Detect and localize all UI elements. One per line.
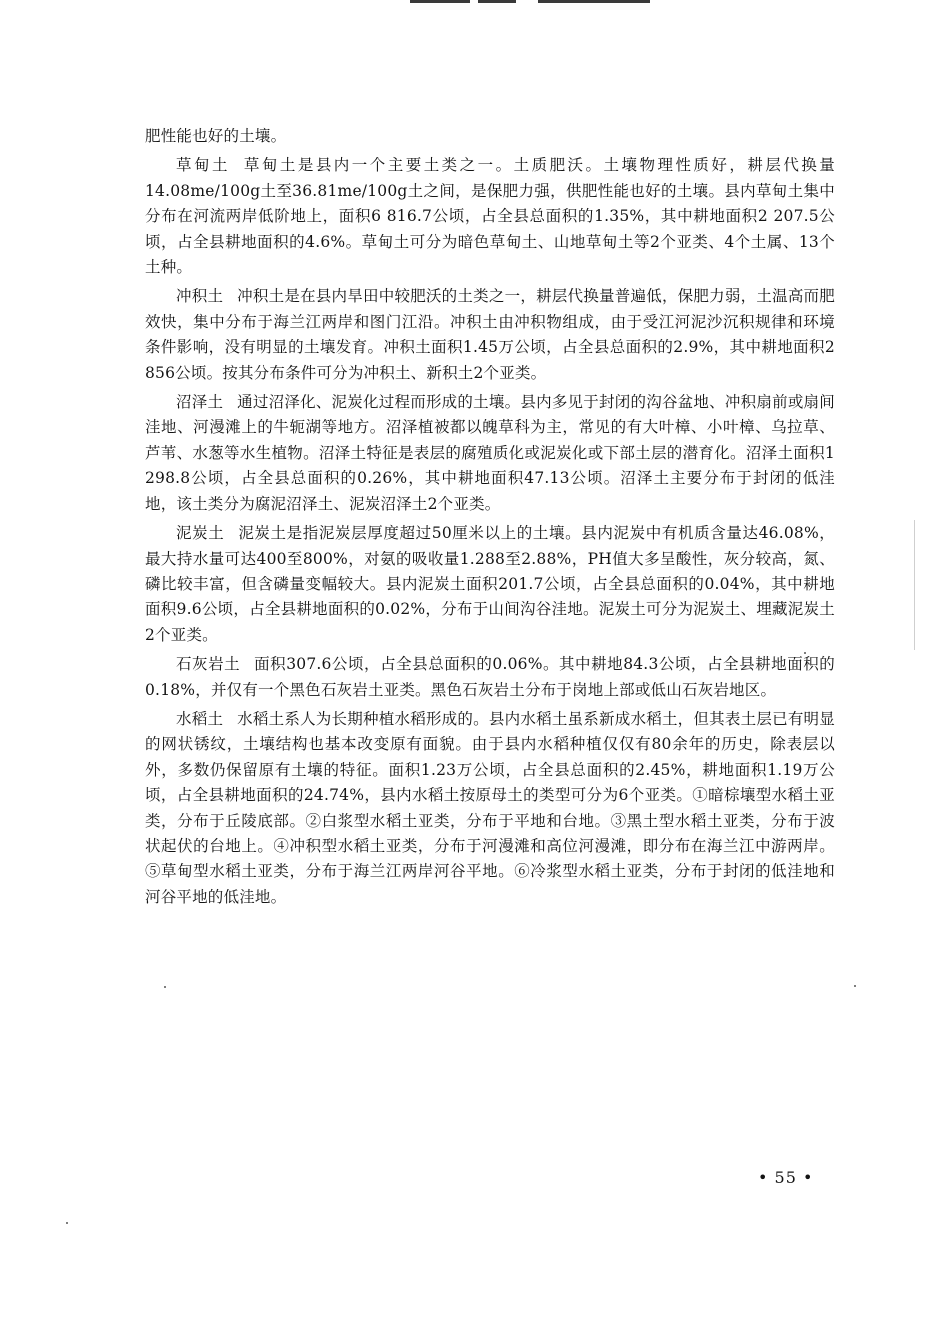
- paragraph-peat-soil: [145, 521, 835, 648]
- page-number: • 55 •: [758, 1168, 814, 1187]
- soil-type-term: 冲积土: [176, 287, 224, 306]
- top-rule-middle: [478, 0, 516, 3]
- soil-type-term: 石灰岩土: [176, 655, 241, 674]
- paragraph-paddy-soil: [145, 707, 835, 910]
- paragraph-alluvial-soil: [145, 284, 835, 386]
- paragraph-bog-soil: [145, 390, 835, 517]
- scan-speck: [804, 652, 806, 654]
- scan-margin-line: [914, 520, 915, 650]
- paragraph-text: 面积307.6公顷，占全县总面积的0.06%。其中耕地84.3公顷，占全县耕地面积的0.18%，并仅有一个黑色石灰岩土亚类。黑色石灰岩土分布于岗地上部或低山石灰岩地区。: [145, 655, 835, 699]
- paragraph-meadow-soil: [145, 153, 835, 280]
- scan-speck: [66, 1222, 68, 1224]
- paragraph-text: 冲积土是在县内旱田中较肥沃的土类之一，耕层代换量普遍低，保肥力弱，土温高而肥效快，集中分布于海兰江两岸和图门江沿。冲积土由冲积物组成，由于受江河泥沙沉积规律和环境条件影响，没有明显的土壤发育。冲积土面积1.45万公顷，占全县总面积的2.9%，其中耕地面积2 856公顷。按其分布条件可分为冲积土、新积土2个亚类。: [145, 287, 835, 382]
- soil-type-term: 水稻土: [176, 709, 224, 728]
- top-rule-right: [538, 0, 650, 3]
- paragraph-text: 泥炭土是指泥炭层厚度超过50厘米以上的土壤。县内泥炭中有机质含量达46.08%，最大持水量可达400至800%，对氨的吸收量1.288至2.88%，PH值大多呈酸性，灰分较高，氮、磷比较丰富，但含磷量变幅较大。县内泥炭土面积201.7公顷，占全县总面积的0.04%，其中耕地面积9.6公顷，占全县耕地面积的0.02%，分布于山间沟谷洼地。泥炭土可分为泥炭土、埋藏泥炭土2个亚类。: [145, 524, 836, 644]
- paragraph-text: 通过沼泽化、泥炭化过程而形成的土壤。县内多见于封闭的沟谷盆地、冲积扇前或扇间洼地、河漫滩上的牛轭湖等地方。沼泽植被都以魄草科为主，常见的有大叶樟、小叶樟、乌拉草、芦苇、水葱等水生植物。沼泽土特征是表层的腐殖质化或泥炭化或下部土层的潜育化。沼泽土面积1 298.8公顷，占全县总面积的0.26%，其中耕地面积47.13公顷。沼泽土主要分布于封闭的低洼地，该土类分为腐泥沼泽土、泥炭沼泽土2个亚类。: [145, 393, 835, 513]
- paragraph-text: 水稻土系人为长期种植水稻形成的。县内水稻土虽系新成水稻土，但其表土层已有明显的网状锈纹，土壤结构也基本改变原有面貌。由于县内水稻种植仅仅有80余年的历史，除表层以外，多数仍保留原有土壤的特征。面积1.23万公顷，占全县总面积的2.45%，耕地面积1.19万公顷，占全县耕地面积的24.74%，县内水稻土按原母土的类型可分为6个亚类。①暗棕壤型水稻土亚类，分布于丘陵底部。②白浆型水稻土亚类，分布于平地和台地。③黑土型水稻土亚类，分布于波状起伏的台地上。④冲积型水稻土亚类，分布于河漫滩和高位河漫滩，即分布在海兰江中游两岸。⑤草甸型水稻土亚类，分布于海兰江两岸河谷平地。⑥冷浆型水稻土亚类，分布于封闭的低洼地和河谷平地的低洼地。: [145, 709, 835, 906]
- body-text: [145, 124, 835, 910]
- paragraph-text: 肥性能也好的土壤。: [145, 127, 287, 145]
- paragraph-text: 草甸土是县内一个主要土类之一。土质肥沃。土壤物理性质好，耕层代换量14.08me/100g土至36.81me/100g土之间，是保肥力强，供肥性能也好的土壤。县内草甸土集中分布在河流两岸低阶地上，面积6 816.7公顷，占全县总面积的1.35%，其中耕地面积2 207.5公顷，占全县耕地面积的4.6%。草甸土可分为暗色草甸土、山地草甸土等2个亚类、4个土属、13个土种。: [145, 156, 835, 277]
- paragraph-continuation: [145, 124, 835, 149]
- scan-speck: [854, 985, 856, 987]
- soil-type-term: 草甸土: [176, 156, 230, 175]
- soil-type-term: 沼泽土: [176, 393, 224, 412]
- top-rule-left: [410, 0, 470, 3]
- soil-type-term: 泥炭土: [176, 524, 225, 543]
- paragraph-limestone-soil: [145, 652, 835, 703]
- scan-speck: [164, 986, 166, 988]
